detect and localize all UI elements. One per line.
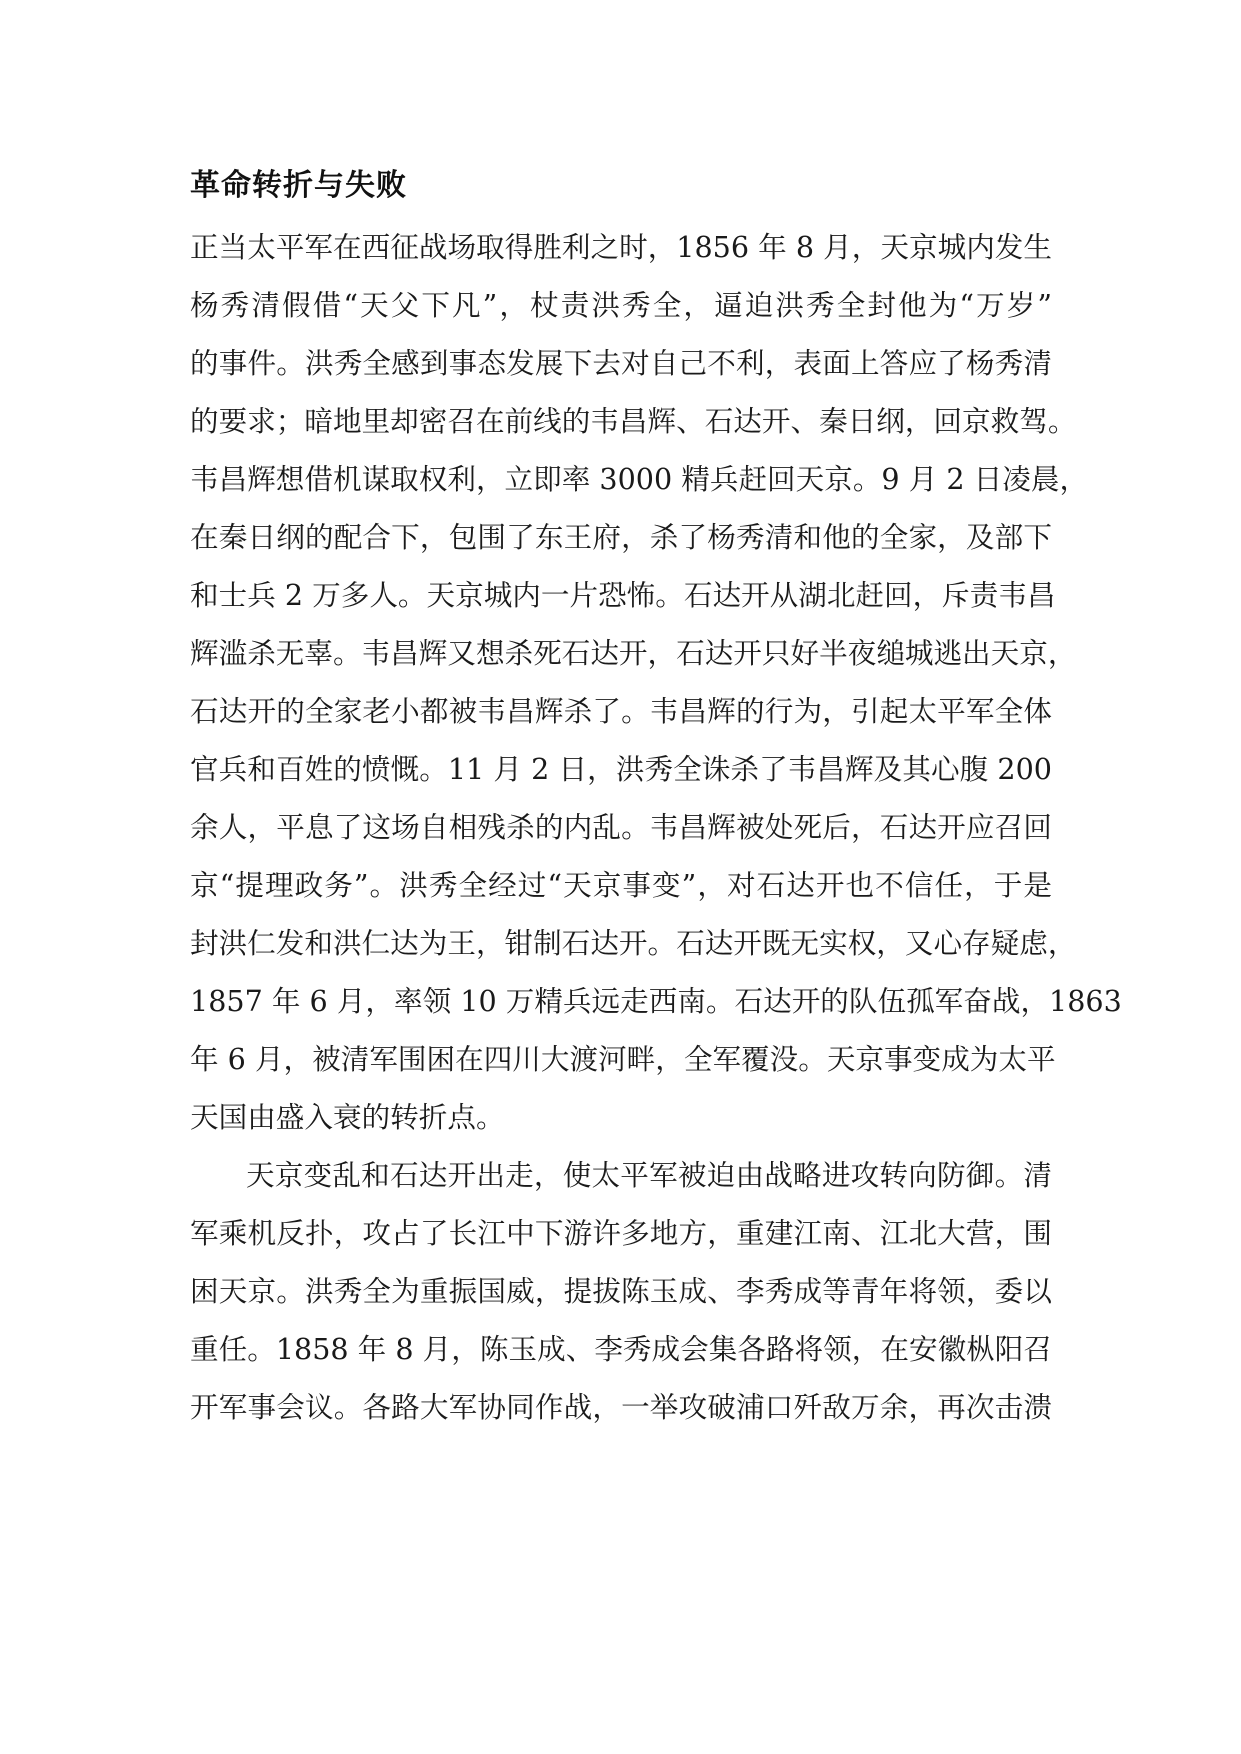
paragraph-1-line-15: 年 6 月，被清军围困在四川大渡河畔，全军覆没。天京事变成为太平 — [190, 1042, 1056, 1076]
paragraph-1-line-8: 辉滥杀无辜。韦昌辉又想杀死石达开，石达开只好半夜缒城逃出天京， — [190, 636, 1077, 670]
paragraph-2-line-3: 困天京。洪秀全为重振国威，提拔陈玉成、李秀成等青年将领，委以 — [190, 1274, 1052, 1308]
paragraph-1-line-9: 石达开的全家老小都被韦昌辉杀了。韦昌辉的行为，引起太平军全体 — [190, 694, 1052, 728]
paragraph-1-line-14: 1857 年 6 月，率领 10 万精兵远走西南。石达开的队伍孤军奋战，1863 — [190, 984, 1122, 1018]
paragraph-1-line-6: 在秦日纲的配合下，包围了东王府，杀了杨秀清和他的全家，及部下 — [190, 520, 1052, 554]
paragraph-1-line-11: 余人，平息了这场自相残杀的内乱。韦昌辉被处死后，石达开应召回 — [190, 810, 1052, 844]
paragraph-2-line-2: 军乘机反扑，攻占了长江中下游许多地方，重建江南、江北大营，围 — [190, 1216, 1052, 1250]
paragraph-1-line-7: 和士兵 2 万多人。天京城内一片恐怖。石达开从湖北赶回，斥责韦昌 — [190, 578, 1056, 612]
paragraph-1-line-13: 封洪仁发和洪仁达为王，钳制石达开。石达开既无实权，又心存疑虑， — [190, 926, 1077, 960]
paragraph-1-line-3: 的事件。洪秀全感到事态发展下去对自己不利，表面上答应了杨秀清 — [190, 346, 1052, 380]
paragraph-2-line-4: 重任。1858 年 8 月，陈玉成、李秀成会集各路将领，在安徽枞阳召 — [190, 1332, 1052, 1366]
paragraph-1-line-5: 韦昌辉想借机谋取权利，立即率 3000 精兵赶回天京。9 月 2 日凌晨， — [190, 462, 1089, 496]
paragraph-1-line-12: 京“提理政务”。洪秀全经过“天京事变”，对石达开也不信任，于是 — [190, 868, 1052, 902]
page-title: 革命转折与失败 — [190, 168, 407, 203]
paragraph-1-line-2: 杨秀清假借“天父下凡”，杖责洪秀全，逼迫洪秀全封他为“万岁” — [190, 288, 1052, 322]
paragraph-1-line-4: 的要求；暗地里却密召在前线的韦昌辉、石达开、秦日纲，回京救驾。 — [190, 404, 1077, 438]
paragraph-1-line-16: 天国由盛入衰的转折点。 — [190, 1100, 505, 1134]
paragraph-1-line-10: 官兵和百姓的愤慨。11 月 2 日，洪秀全诛杀了韦昌辉及其心腹 200 — [190, 752, 1052, 786]
paragraph-2-line-1: 天京变乱和石达开出走，使太平军被迫由战略进攻转向防御。清 — [246, 1158, 1052, 1192]
paragraph-1-line-1: 正当太平军在西征战场取得胜利之时，1856 年 8 月，天京城内发生 — [190, 230, 1052, 264]
paragraph-2-line-5: 开军事会议。各路大军协同作战，一举攻破浦口歼敌万余，再次击溃 — [190, 1390, 1052, 1424]
